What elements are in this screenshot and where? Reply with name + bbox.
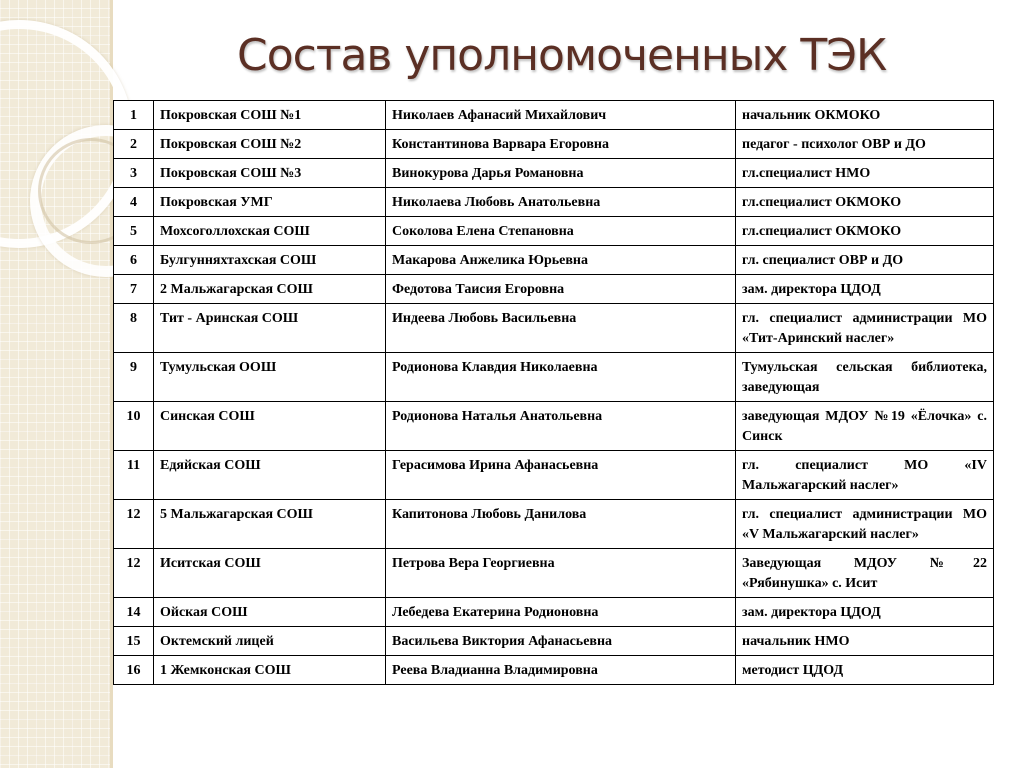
person-name-cell: Васильева Виктория Афанасьевна [386,627,736,656]
person-name-cell: Макарова Анжелика Юрьевна [386,246,736,275]
table-row [114,598,994,627]
row-number-cell: 12 [114,500,154,549]
position-cell: заведующая МДОУ №19 «Ёлочка» с. Синск [736,402,994,451]
row-number-cell: 6 [114,246,154,275]
position-cell: гл. специалист МО «IV Мальжагарский наслег» [736,451,994,500]
school-cell: Иситская СОШ [154,549,386,598]
person-name-cell: Соколова Елена Степановна [386,217,736,246]
school-cell: Покровская СОШ №2 [154,130,386,159]
school-cell: Мохсоголлохская СОШ [154,217,386,246]
school-cell: Едяйская СОШ [154,451,386,500]
commissioners-table-container [113,100,993,685]
school-cell: 1 Жемконская СОШ [154,656,386,685]
table-row [114,188,994,217]
table-row [114,159,994,188]
position-cell: начальник НМО [736,627,994,656]
school-cell: Покровская УМГ [154,188,386,217]
table-row [114,656,994,685]
position-cell: гл.специалист ОКМОКО [736,217,994,246]
table-row [114,627,994,656]
school-cell: Синская СОШ [154,402,386,451]
person-name-cell: Реева Владианна Владимировна [386,656,736,685]
school-cell: Покровская СОШ №3 [154,159,386,188]
commissioners-table [113,100,994,685]
table-row [114,246,994,275]
table-row [114,304,994,353]
row-number-cell: 16 [114,656,154,685]
person-name-cell: Индеева Любовь Васильевна [386,304,736,353]
person-name-cell: Константинова Варвара Егоровна [386,130,736,159]
position-cell: Тумульская сельская библиотека, заведующая [736,353,994,402]
school-cell: Булгунняхтахская СОШ [154,246,386,275]
school-cell: 2 Мальжагарская СОШ [154,275,386,304]
person-name-cell: Винокурова Дарья Романовна [386,159,736,188]
position-cell: гл.специалист ОКМОКО [736,188,994,217]
school-cell: Октемский лицей [154,627,386,656]
table-row [114,275,994,304]
person-name-cell: Федотова Таисия Егоровна [386,275,736,304]
position-cell: зам. директора ЦДОД [736,275,994,304]
row-number-cell: 14 [114,598,154,627]
row-number-cell: 10 [114,402,154,451]
table-row [114,217,994,246]
person-name-cell: Николаев Афанасий Михайлович [386,101,736,130]
table-row [114,500,994,549]
position-cell: гл. специалист ОВР и ДО [736,246,994,275]
row-number-cell: 9 [114,353,154,402]
row-number-cell: 11 [114,451,154,500]
row-number-cell: 1 [114,101,154,130]
table-row [114,451,994,500]
row-number-cell: 8 [114,304,154,353]
slide-title: Состав уполномоченных ТЭК [237,30,887,81]
row-number-cell: 7 [114,275,154,304]
school-cell: Тумульская ООШ [154,353,386,402]
table-row [114,402,994,451]
person-name-cell: Лебедева Екатерина Родионовна [386,598,736,627]
position-cell: начальник ОКМОКО [736,101,994,130]
school-cell: Покровская СОШ №1 [154,101,386,130]
position-cell: гл.специалист НМО [736,159,994,188]
row-number-cell: 4 [114,188,154,217]
person-name-cell: Родионова Клавдия Николаевна [386,353,736,402]
table-body [114,101,994,685]
position-cell: Заведующая МДОУ №22 «Рябинушка» с. Исит [736,549,994,598]
row-number-cell: 3 [114,159,154,188]
table-row [114,130,994,159]
person-name-cell: Петрова Вера Георгиевна [386,549,736,598]
row-number-cell: 15 [114,627,154,656]
school-cell: Ойская СОШ [154,598,386,627]
person-name-cell: Родионова Наталья Анатольевна [386,402,736,451]
row-number-cell: 2 [114,130,154,159]
table-row [114,549,994,598]
table-row [114,353,994,402]
position-cell: зам. директора ЦДОД [736,598,994,627]
person-name-cell: Герасимова Ирина Афанасьевна [386,451,736,500]
school-cell: 5 Мальжагарская СОШ [154,500,386,549]
position-cell: гл. специалист администрации МО «Тит-Аринский наслег» [736,304,994,353]
row-number-cell: 12 [114,549,154,598]
position-cell: педагог - психолог ОВР и ДО [736,130,994,159]
person-name-cell: Капитонова Любовь Данилова [386,500,736,549]
school-cell: Тит - Аринская СОШ [154,304,386,353]
table-row [114,101,994,130]
person-name-cell: Николаева Любовь Анатольевна [386,188,736,217]
row-number-cell: 5 [114,217,154,246]
position-cell: методист ЦДОД [736,656,994,685]
position-cell: гл. специалист администрации МО «V Мальжагарский наслег» [736,500,994,549]
